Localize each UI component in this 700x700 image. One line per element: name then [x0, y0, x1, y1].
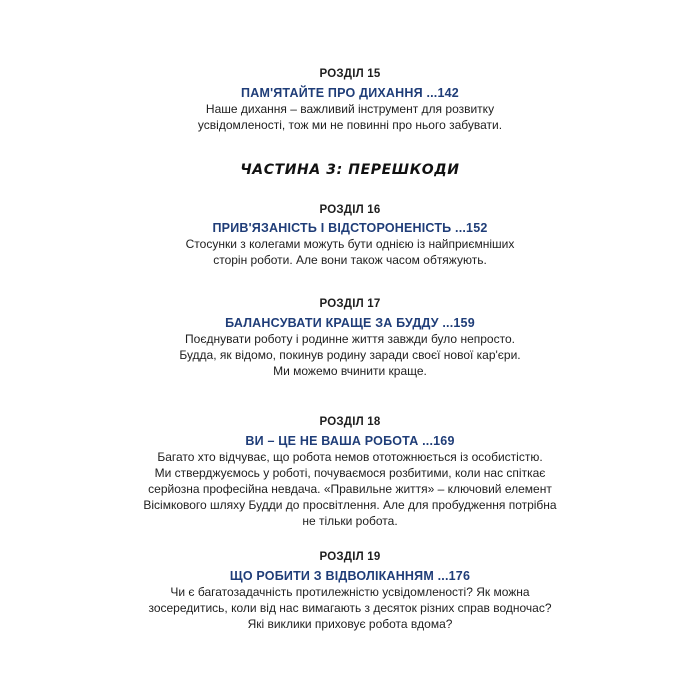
chapter-description-line: усвідомленості, тож ми не повинні про нього забувати. — [197, 118, 503, 132]
chapter-title-link[interactable]: ПАМ'ЯТАЙТЕ ПРО ДИХАННЯ ...142 — [241, 86, 459, 100]
chapter-label: РОЗДІЛ 15 — [319, 68, 381, 80]
chapter-description-line: Вісімкового шляху Будди до просвітлення. Але для пробудження потрібна — [143, 498, 557, 512]
chapter-description-line: Будда, як відомо, покинув родину заради своєї нової кар'єри. — [179, 348, 521, 362]
chapter-description-line: Ми можемо вчинити краще. — [273, 364, 427, 378]
chapter-description-line: сторін роботи. Але вони також часом обтяжують. — [213, 253, 487, 267]
chapter-description-line: Які виклики приховує робота вдома? — [247, 617, 453, 631]
chapter-description-line: зосередитись, коли від нас вимагають з десяток різних справ водночас? — [148, 601, 552, 615]
chapter-description-line: не тільки робота. — [302, 514, 398, 528]
chapter-description-line: Наше дихання – важливий інструмент для розвитку — [205, 102, 495, 116]
chapter-description-line: Стосунки з колегами можуть бути однією із найприємніших — [185, 237, 515, 251]
chapter-label: РОЗДІЛ 19 — [319, 551, 381, 563]
chapter-label: РОЗДІЛ 17 — [319, 298, 381, 310]
chapter-description-line: серйозна професійна невдача. «Правильне життя» – ключовий елемент — [148, 482, 552, 496]
chapter-description-line: Багато хто відчуває, що робота немов ототожнюється із особистістю. — [157, 450, 543, 464]
chapter-label: РОЗДІЛ 18 — [319, 416, 381, 428]
chapter-label: РОЗДІЛ 16 — [319, 204, 381, 216]
chapter-title-link[interactable]: ВИ – ЦЕ НЕ ВАША РОБОТА ...169 — [245, 434, 455, 448]
chapter-description-line: Чи є багатозадачність протилежністю усвідомленості? Як можна — [170, 585, 530, 599]
chapter-title-link[interactable]: БАЛАНСУВАТИ КРАЩЕ ЗА БУДДУ ...159 — [225, 316, 475, 330]
chapter-title-link[interactable]: ПРИВ'ЯЗАНІСТЬ І ВІДСТОРОНЕНІСТЬ ...152 — [212, 221, 488, 235]
chapter-description-line: Ми стверджуємось у роботі, почуваємося розбитими, коли нас спіткає — [154, 466, 546, 480]
chapter-title-link[interactable]: ЩО РОБИТИ З ВІДВОЛІКАННЯМ ...176 — [229, 569, 471, 583]
chapter-description-line: Поєднувати роботу і родинне життя завжди було непросто. — [185, 332, 515, 346]
part-heading: ЧАСТИНА 3: ПЕРЕШКОДИ — [240, 162, 460, 178]
